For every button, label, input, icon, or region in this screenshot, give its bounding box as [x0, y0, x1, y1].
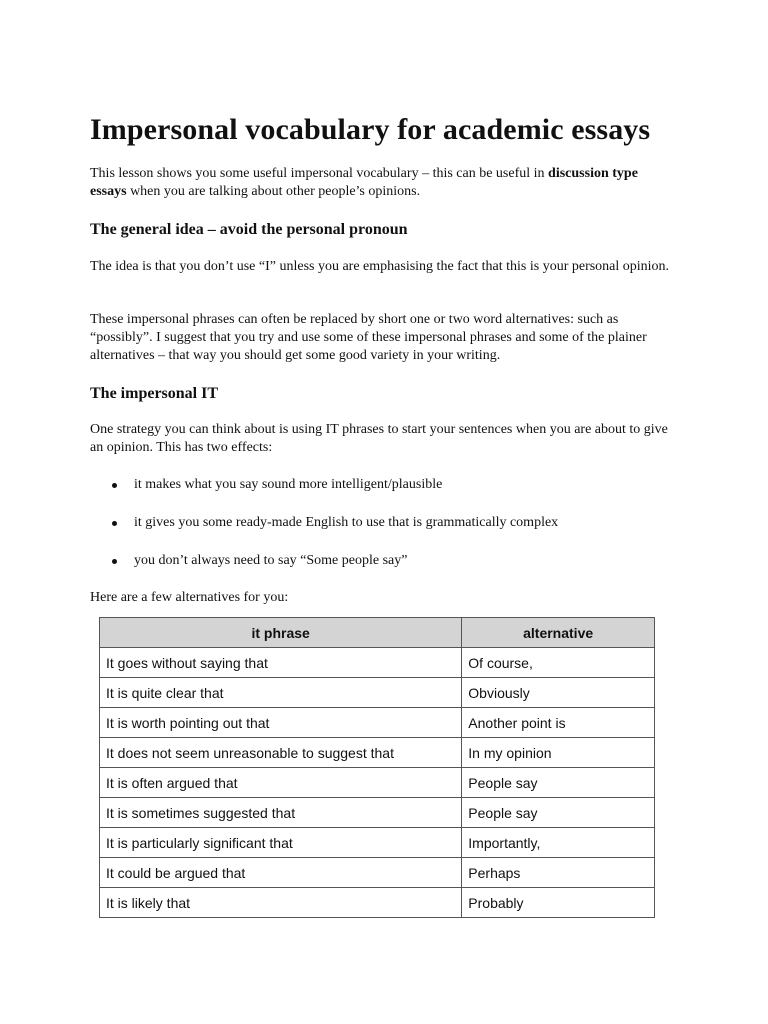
cell-alternative: People say	[462, 768, 655, 798]
cell-phrase: It is likely that	[100, 888, 462, 918]
header-it-phrase: it phrase	[100, 618, 462, 648]
bullet-text: it makes what you say sound more intelligent/plausible	[134, 477, 443, 492]
cell-alternative: People say	[462, 798, 655, 828]
table-intro-paragraph: Here are a few alternatives for you:	[90, 590, 289, 605]
table-row	[100, 828, 655, 858]
header-alternative: alternative	[462, 618, 655, 648]
cell-alternative: Importantly,	[462, 828, 655, 858]
table-row	[100, 648, 655, 678]
table-row	[100, 858, 655, 888]
cell-phrase: It is quite clear that	[100, 678, 462, 708]
cell-alternative: In my opinion	[462, 738, 655, 768]
cell-phrase: It is worth pointing out that	[100, 708, 462, 738]
cell-alternative: Perhaps	[462, 858, 655, 888]
page-title: Impersonal vocabulary for academic essays	[90, 113, 651, 146]
cell-phrase: It could be argued that	[100, 858, 462, 888]
bullet-dot-icon	[112, 483, 117, 488]
cell-alternative: Of course,	[462, 648, 655, 678]
impersonal-it-paragraph: One strategy you can think about is using IT phrases to start your sentences when you are about to give an opinion. This has two effects:	[90, 422, 668, 455]
intro-text-before: This lesson shows you some useful impersonal vocabulary – this can be useful in	[90, 166, 549, 181]
table-row	[100, 768, 655, 798]
intro-text-after: when you are talking about other people’s opinions.	[126, 184, 421, 199]
section-heading-impersonal-it: The impersonal IT	[90, 385, 219, 402]
cell-phrase: It goes without saying that	[100, 648, 462, 678]
bullet-text: you don’t always need to say “Some people say”	[134, 553, 408, 568]
cell-phrase: It is particularly significant that	[100, 828, 462, 858]
cell-phrase: It does not seem unreasonable to suggest that	[100, 738, 462, 768]
intro-text-bold: discussion type essays	[90, 166, 638, 199]
general-idea-paragraph-2: These impersonal phrases can often be replaced by short one or two word alternatives: such as “possibly”. I suggest that you try and use some of these impersonal phrases and some of the plainer alternatives – that way you should get some good variety in your writing.	[90, 312, 647, 363]
alternatives-table	[99, 617, 655, 918]
cell-alternative: Obviously	[462, 678, 655, 708]
intro-paragraph	[90, 165, 670, 201]
cell-phrase: It is often argued that	[100, 768, 462, 798]
table-row	[100, 738, 655, 768]
bullet-dot-icon	[112, 559, 117, 564]
table-header-row	[100, 618, 655, 648]
table-row	[100, 708, 655, 738]
bullet-dot-icon	[112, 521, 117, 526]
general-idea-paragraph-1: The idea is that you don’t use “I” unless you are emphasising the fact that this is your personal opinion.	[90, 259, 670, 274]
cell-alternative: Probably	[462, 888, 655, 918]
section-heading-general-idea: The general idea – avoid the personal pronoun	[90, 221, 408, 238]
cell-phrase: It is sometimes suggested that	[100, 798, 462, 828]
table-row	[100, 798, 655, 828]
cell-alternative: Another point is	[462, 708, 655, 738]
bullet-text: it gives you some ready-made English to use that is grammatically complex	[134, 515, 559, 530]
table-row	[100, 888, 655, 918]
table-row	[100, 678, 655, 708]
